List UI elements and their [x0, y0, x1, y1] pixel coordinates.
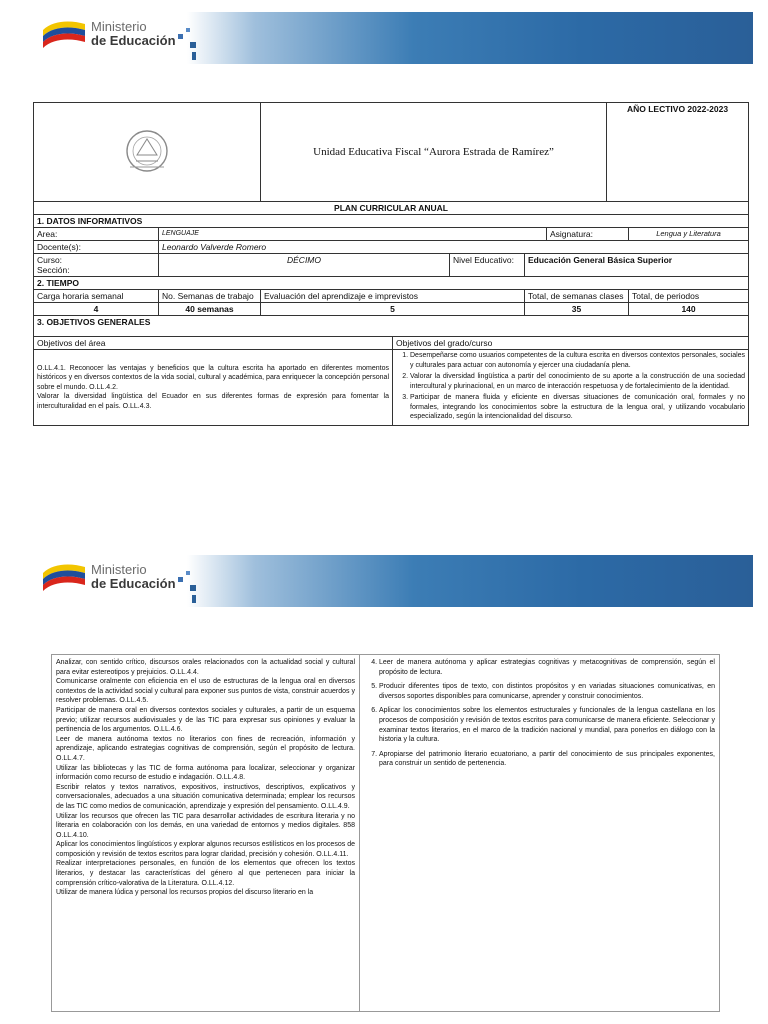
banner-educacion: de Educación	[91, 576, 176, 591]
area-objective-2: Valorar la diversidad lingüística del Ecuador en sus diferentes formas de expresión para fomentar la interculturalidad en el país. O.LL.4.3.	[37, 393, 389, 410]
curso-value: DÉCIMO	[159, 254, 450, 277]
area-paragraph: Realizar interpretaciones personales, en función de los elementos que ofrecen los textos literarios, y destacar las características del género al que pertenecen para iniciar la comprensión crítico-valorativa de la Literatura. O.LL.4.12.	[56, 860, 355, 887]
tiempo-header-carga: Carga horaria semanal	[34, 290, 159, 303]
grado-objectives-column	[361, 655, 719, 1011]
area-paragraph: Participar de manera oral en diversos contextos sociales y culturales, a partir de un esquema previo; utilizar recursos audiovisuales y de las TIC para expresar sus opiniones y evaluar la pertinencia de los argumentos. O.LL.4.6.	[56, 706, 355, 734]
curso-label: Curso:	[37, 255, 63, 265]
section-datos: 1. DATOS INFORMATIVOS	[34, 215, 749, 228]
plan-title: PLAN CURRICULAR ANUAL	[34, 202, 749, 215]
tiempo-value-periodos: 140	[629, 303, 749, 316]
asignatura-value: Lengua y Literatura	[629, 228, 749, 241]
flag-logo-icon	[41, 561, 87, 591]
banner-educacion: de Educación	[91, 33, 176, 48]
grado-objective-3: 3. Participar de manera fluida y eficiente en diversas situaciones de comunicación oral, formales y no formales, integrando los conocimientos sobre la estructura de la lengua oral, y utilizando vocabulario especializado, según la intencionalidad del discurso.	[410, 393, 745, 422]
area-objectives-column	[52, 655, 360, 1011]
tiempo-header-periodos: Total, de periodos	[629, 290, 749, 303]
ministry-logo	[37, 555, 177, 607]
grado-objective-4: 4. Leer de manera autónoma y aplicar estrategias cognitivas y metacognitivas de comprensión, según el propósito de lectura.	[379, 658, 715, 677]
area-value: LENGUAJE	[159, 228, 547, 241]
school-seal-cell	[34, 103, 261, 202]
decor-squares-icon	[172, 22, 232, 62]
area-paragraph: Leer de manera autónoma textos no literarios con fines de recreación, información y aprendizaje, aplicando estrategias cognitivas de comprensión, según el propósito de lectura. O.LL.4.7.	[56, 735, 355, 762]
school-year: AÑO LECTIVO 2022-2023	[607, 103, 749, 202]
tiempo-value-evaluacion: 5	[261, 303, 525, 316]
ministry-banner-page2	[37, 555, 753, 607]
banner-gradient	[187, 12, 753, 64]
tiempo-header-evaluacion: Evaluación del aprendizaje e imprevistos	[261, 290, 525, 303]
asignatura-label: Asignatura:	[547, 228, 629, 241]
decor-squares-icon	[172, 565, 232, 605]
plan-table	[33, 102, 749, 426]
school-seal-icon	[122, 125, 172, 177]
area-paragraph: Comunicarse oralmente con eficiencia en el uso de estructuras de la lengua oral en diversos contextos de la actividad social y cultural para exponer sus puntos de vista, construir acuerdos y resolver problemas. O.LL.4.5.	[56, 678, 355, 705]
objetivos-grado-list	[393, 350, 749, 426]
nivel-label: Nivel Educativo:	[450, 254, 525, 277]
area-paragraph: Escribir relatos y textos narrativos, expositivos, instructivos, descriptivos, explicativos y conversacionales, adecuados a una situación comunicativa determinada; emplear los recursos de las TIC como medios de comunicación, aprendizaje y expresión del pensamiento. O.LL.4.9.	[56, 783, 355, 810]
section-tiempo: 2. TIEMPO	[34, 277, 749, 290]
objectives-continuation	[51, 654, 720, 1012]
grado-objective-5: 5. Producir diferentes tipos de texto, con distintos propósitos y en variadas situaciones comunicativas, en diversos soportes disponibles para comunicarse, aprender y construir conocimientos.	[379, 682, 715, 701]
tiempo-value-carga: 4	[34, 303, 159, 316]
area-paragraph: Utilizar las bibliotecas y las TIC de forma autónoma para localizar, seleccionar y organizar información como recurso de estudio e indagación. O.LL.4.8.	[56, 764, 355, 782]
tiempo-header-total-semanas: Total, de semanas clases	[525, 290, 629, 303]
docente-value: Leonardo Valverde Romero	[159, 241, 749, 254]
seccion-label: Sección:	[37, 265, 70, 275]
objetivos-area-text	[34, 350, 393, 426]
tiempo-value-semanas: 40 semanas	[159, 303, 261, 316]
grado-objective-6: 6. Aplicar los conocimientos sobre los elementos estructurales y funcionales de la lengua castellana en los procesos de composición y revisión de textos escritos para comunicarse de manera eficiente. Seleccionar y examinar textos literarios, en el marco de la tradición nacional y mundial, para ponerlos en diálogo con la historia y la cultura.	[379, 706, 715, 744]
banner-ministerio: Ministerio	[91, 562, 147, 577]
tiempo-value-total-semanas: 35	[525, 303, 629, 316]
ministry-logo	[37, 12, 177, 64]
area-paragraph: Utilizar de manera lúdica y personal los recursos propios del discurso literario en la	[56, 889, 314, 897]
objetivos-area-header: Objetivos del área	[34, 337, 393, 350]
curso-seccion-cell	[34, 254, 159, 277]
ministry-banner	[37, 12, 753, 64]
banner-gradient	[187, 555, 753, 607]
section-objetivos: 3. OBJETIVOS GENERALES	[34, 316, 749, 337]
grado-objective-7: 7. Apropiarse del patrimonio literario ecuatoriano, a partir del conocimiento de sus principales exponentes, para construir un sentido de pertenencia.	[379, 750, 715, 769]
area-paragraph: Utilizar los recursos que ofrecen las TIC para desarrollar actividades de escritura literaria y no literaria en colaboración con los demás, en una variedad de entornos y medios digitales. 858 O.LL.4.10.	[56, 812, 355, 839]
area-label: Area:	[34, 228, 159, 241]
docente-label: Docente(s):	[34, 241, 159, 254]
objetivos-grado-header: Objetivos del grado/curso	[393, 337, 749, 350]
institution-name: Unidad Educativa Fiscal “Aurora Estrada de Ramírez”	[261, 103, 607, 202]
grado-objective-2: 2. Valorar la diversidad lingüística a partir del conocimiento de su aporte a la construcción de una sociedad intercultural y plurinacional, en un marco de interacción respetuosa y de fortalecimiento de la identidad.	[410, 372, 745, 391]
banner-ministerio: Ministerio	[91, 19, 147, 34]
tiempo-header-semanas: No. Semanas de trabajo	[159, 290, 261, 303]
flag-logo-icon	[41, 18, 87, 48]
area-paragraph: Aplicar los conocimientos lingüísticos y explorar algunos recursos estilísticos en los procesos de composición y revisión de textos escritos para lograr claridad, precisión y cohesión. O.LL.4.11.	[56, 841, 355, 858]
area-paragraph: Analizar, con sentido crítico, discursos orales relacionados con la actualidad social y cultural para evitar estereotipos y prejuicios. O.LL.4.4.	[56, 659, 355, 676]
grado-objective-1: 1. Desempeñarse como usuarios competentes de la cultura escrita en diversos contextos personales, sociales y culturales para actuar con autonomía y ejercer una ciudadanía plena.	[410, 351, 745, 370]
area-objective-1: O.LL.4.1. Reconocer las ventajas y beneficios que la cultura escrita ha aportado en diferentes momentos históricos y en diversos contextos de la vida social, cultural y académica, para enriquecer la concepción personal sobre el mundo. O.LL.4.2.	[37, 364, 389, 391]
nivel-value: Educación General Básica Superior	[525, 254, 749, 277]
